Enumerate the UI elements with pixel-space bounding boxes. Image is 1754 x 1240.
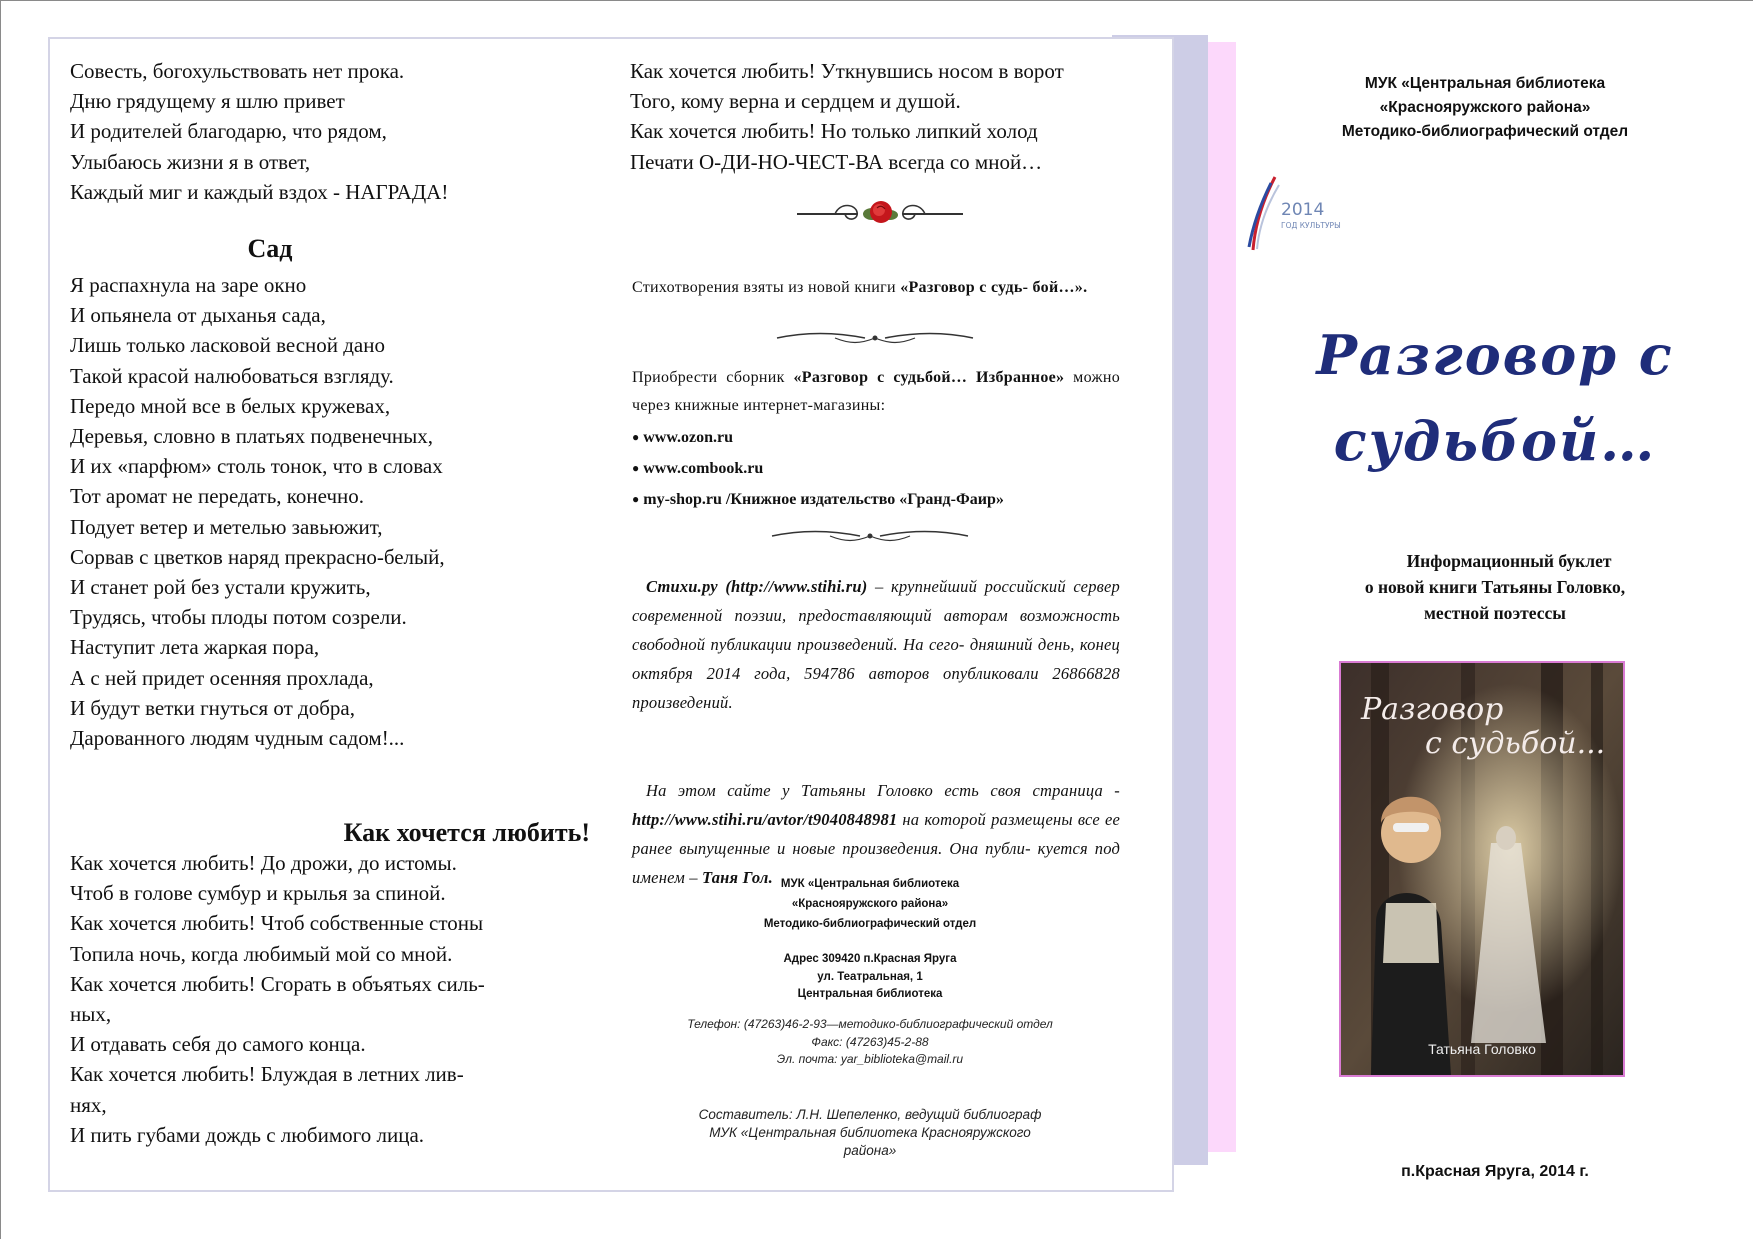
cover-org [1245, 72, 1725, 144]
compiler-note [630, 1106, 1110, 1160]
poem-line: Такой красой налюбоваться взгляду. [70, 363, 394, 388]
poem-line: Трудясь, чтобы плоды потом созрели. [70, 605, 407, 630]
stihi-description [632, 572, 1120, 717]
middle-column [630, 56, 1122, 1158]
logo-year: 2014 [1281, 200, 1325, 220]
poem-line: И будут ветки гнуться от добра, [70, 695, 355, 720]
source-book-title: «Разговор с судь- бой…». [900, 279, 1088, 296]
contact-line: Адрес 309420 п.Красная Яруга [783, 953, 957, 965]
org-line: МУК «Центральная библиотека [1364, 75, 1606, 92]
cover-title-line: с судьбой... [1425, 726, 1606, 761]
flourish-divider-icon [775, 330, 975, 346]
poem-title-love: Как хочется любить! [343, 818, 590, 847]
poem-line: нях, [70, 1092, 107, 1117]
poem-love [70, 848, 485, 1150]
info-line: местной поэтессы [1424, 603, 1566, 623]
phone-line: Телефон: (47263)46-2-93—методико-библиографический отдел [687, 1017, 1053, 1031]
cover-title [1361, 693, 1611, 761]
poem-line: И опьянела от дыханья сада, [70, 303, 326, 328]
title-line: судьбой… [1333, 409, 1657, 473]
purchase-text: Приобрести сборник [632, 369, 785, 386]
email-line[interactable]: Эл. почта: yar_biblioteka@mail.ru [776, 1052, 964, 1066]
intro-stanza [70, 56, 550, 207]
source-text: Стихотворения взяты из новой книги [632, 279, 896, 296]
cover-column [1245, 0, 1754, 1240]
booklet-title [1245, 312, 1745, 484]
rose-divider-icon [795, 194, 965, 234]
poem-line: Передо мной все в белых кружевах, [70, 393, 391, 418]
author-page-text: На этом сайте у Татьяны Головко есть своя страница - [646, 781, 1120, 800]
poem-line: Каждый миг и каждый вздох - НАГРАДА! [70, 179, 449, 204]
title-line: Разговор с [1316, 323, 1674, 387]
poem-line: Как хочется любить! Уткнувшись носом в ворот [630, 59, 1064, 83]
compiler-line: района» [843, 1143, 897, 1158]
author-page-link[interactable]: http://www.stihi.ru/avtor/t9040848981 [632, 810, 898, 829]
poem-sad [70, 270, 445, 753]
cover-title-line: Разговор [1361, 692, 1504, 727]
org-line: «Краснояружского района» [1379, 99, 1591, 116]
contact-line: ул. Театральная, 1 [817, 970, 923, 983]
author-page-text-2: на которой размещены все ее ранее выпущенные и новые произведения. Она публи- куется под именем – [632, 810, 1120, 887]
poem-line: Как хочется любить! Но только липкий холод [630, 119, 1038, 144]
poem-line: Дарованного людям чудным садом!... [70, 726, 405, 751]
booklet-info [1245, 548, 1745, 626]
poem-line: Как хочется любить! Блуждая в летних лив- [70, 1062, 464, 1087]
contact-line: «Краснояружского района» [791, 898, 949, 910]
shop-list [632, 422, 1120, 515]
author-pen-name: Таня Гол. [702, 868, 773, 887]
stihi-desc-text: – крупнейший российский сервер современной поэзии, предоставляющий авторам возможность свободной публикации произведений. На сего- дняшний день, конец октября 2014 года, 594786 авторов опубликовали 26866828 произведений. [632, 577, 1120, 712]
info-line: Информационный буклет [1406, 551, 1612, 571]
poem-line: ных, [70, 1002, 112, 1027]
poem-line: И пить губами дождь с любимого лица. [70, 1122, 425, 1147]
poem-line: И родителей благодарю, что рядом, [70, 119, 387, 144]
shop-link-ozon[interactable]: ● www.ozon.ru [632, 422, 1120, 453]
poem-line: Я распахнула на заре окно [70, 273, 307, 297]
poem-line: Как хочется любить! До дрожи, до истомы. [70, 851, 457, 875]
poem-line: И станет рой без устали кружить, [70, 575, 371, 600]
poem-line: И их «парфюм» столь тонок, что в словах [70, 454, 443, 479]
contact-phones [630, 1016, 1110, 1069]
poem-line: Лишь только ласковой весной дано [70, 333, 385, 358]
poem-line: Подует ветер и метелью завьюжит, [70, 514, 383, 539]
poem-line: Дню грядущему я шлю привет [70, 89, 345, 114]
left-column [70, 56, 590, 1147]
poem-line: Деревья, словно в платьях подвенечных, [70, 424, 434, 449]
source-note [632, 274, 1120, 302]
stihi-name[interactable]: Стихи.ру (http://www.stihi.ru) [646, 577, 868, 596]
poem-line: Тот аромат не передать, конечно. [70, 484, 365, 509]
org-line: Методико-библиографический отдел [1341, 123, 1629, 140]
compiler-line: МУК «Центральная библиотека Краснояружского [709, 1125, 1031, 1140]
logo-caption: ГОД КУЛЬТУРЫ [1281, 221, 1341, 230]
cover-author: Татьяна Головко [1428, 1041, 1536, 1057]
shop-link-myshop[interactable]: ● my-shop.ru /Книжное издательство «Гранд-Фаир» [632, 484, 1120, 515]
booklet-footer: п.Красная Яруга, 2014 г. [1401, 1163, 1589, 1180]
poem-title-sad: Сад [247, 234, 293, 263]
poem-line: Чтоб в голове сумбур и крылья за спиной. [70, 881, 446, 906]
purchase-text-2: можно через книжные интернет-магазины: [632, 369, 1120, 414]
poem-line: Того, кому верна и сердцем и душой. [630, 89, 961, 114]
contact-address [670, 951, 1070, 1004]
fax-line: Факс: (47263)45-2-88 [811, 1034, 929, 1049]
shop-link-combook[interactable]: ● www.combook.ru [632, 453, 1120, 484]
poem-line: Топила ночь, когда любимый мой со мной. [70, 941, 453, 966]
poem-end-stanza [630, 56, 1122, 177]
poem-line: Совесть, богохульствовать нет прока. [70, 59, 405, 83]
contact-line: Центральная библиотека [797, 988, 943, 1000]
poem-line: И отдавать себя до самого конца. [70, 1032, 366, 1057]
poem-line: Печати О-ДИ-НО-ЧЕСТ-ВА всегда со мной… [630, 149, 1043, 174]
poem-line: Наступит лета жаркая пора, [70, 635, 320, 660]
contact-line: Методико-библиографический отдел [763, 918, 977, 930]
book-cover-image [1339, 661, 1625, 1077]
purchase-note [632, 364, 1120, 420]
info-line: о новой книги Татьяны Головко, [1364, 577, 1626, 597]
contact-org [670, 874, 1070, 934]
flourish-divider-icon [770, 528, 970, 544]
poem-line: Как хочется любить! Чтоб собственные стоны [70, 911, 484, 936]
poem-line: Как хочется любить! Сгорать в объятьях силь- [70, 971, 485, 996]
purchase-book-title: «Разговор с судьбой… Избранное» [793, 369, 1065, 386]
poem-line: Сорвав с цветков наряд прекрасно-белый, [70, 544, 445, 569]
poem-line: А с ней придет осенняя прохлада, [70, 665, 374, 690]
year-of-culture-logo-icon [1245, 175, 1355, 255]
compiler-line: Составитель: Л.Н. Шепеленко, ведущий библиограф [698, 1107, 1042, 1122]
contact-line: МУК «Центральная библиотека [780, 878, 960, 890]
poem-line: Улыбаюсь жизни я в ответ, [70, 149, 311, 174]
